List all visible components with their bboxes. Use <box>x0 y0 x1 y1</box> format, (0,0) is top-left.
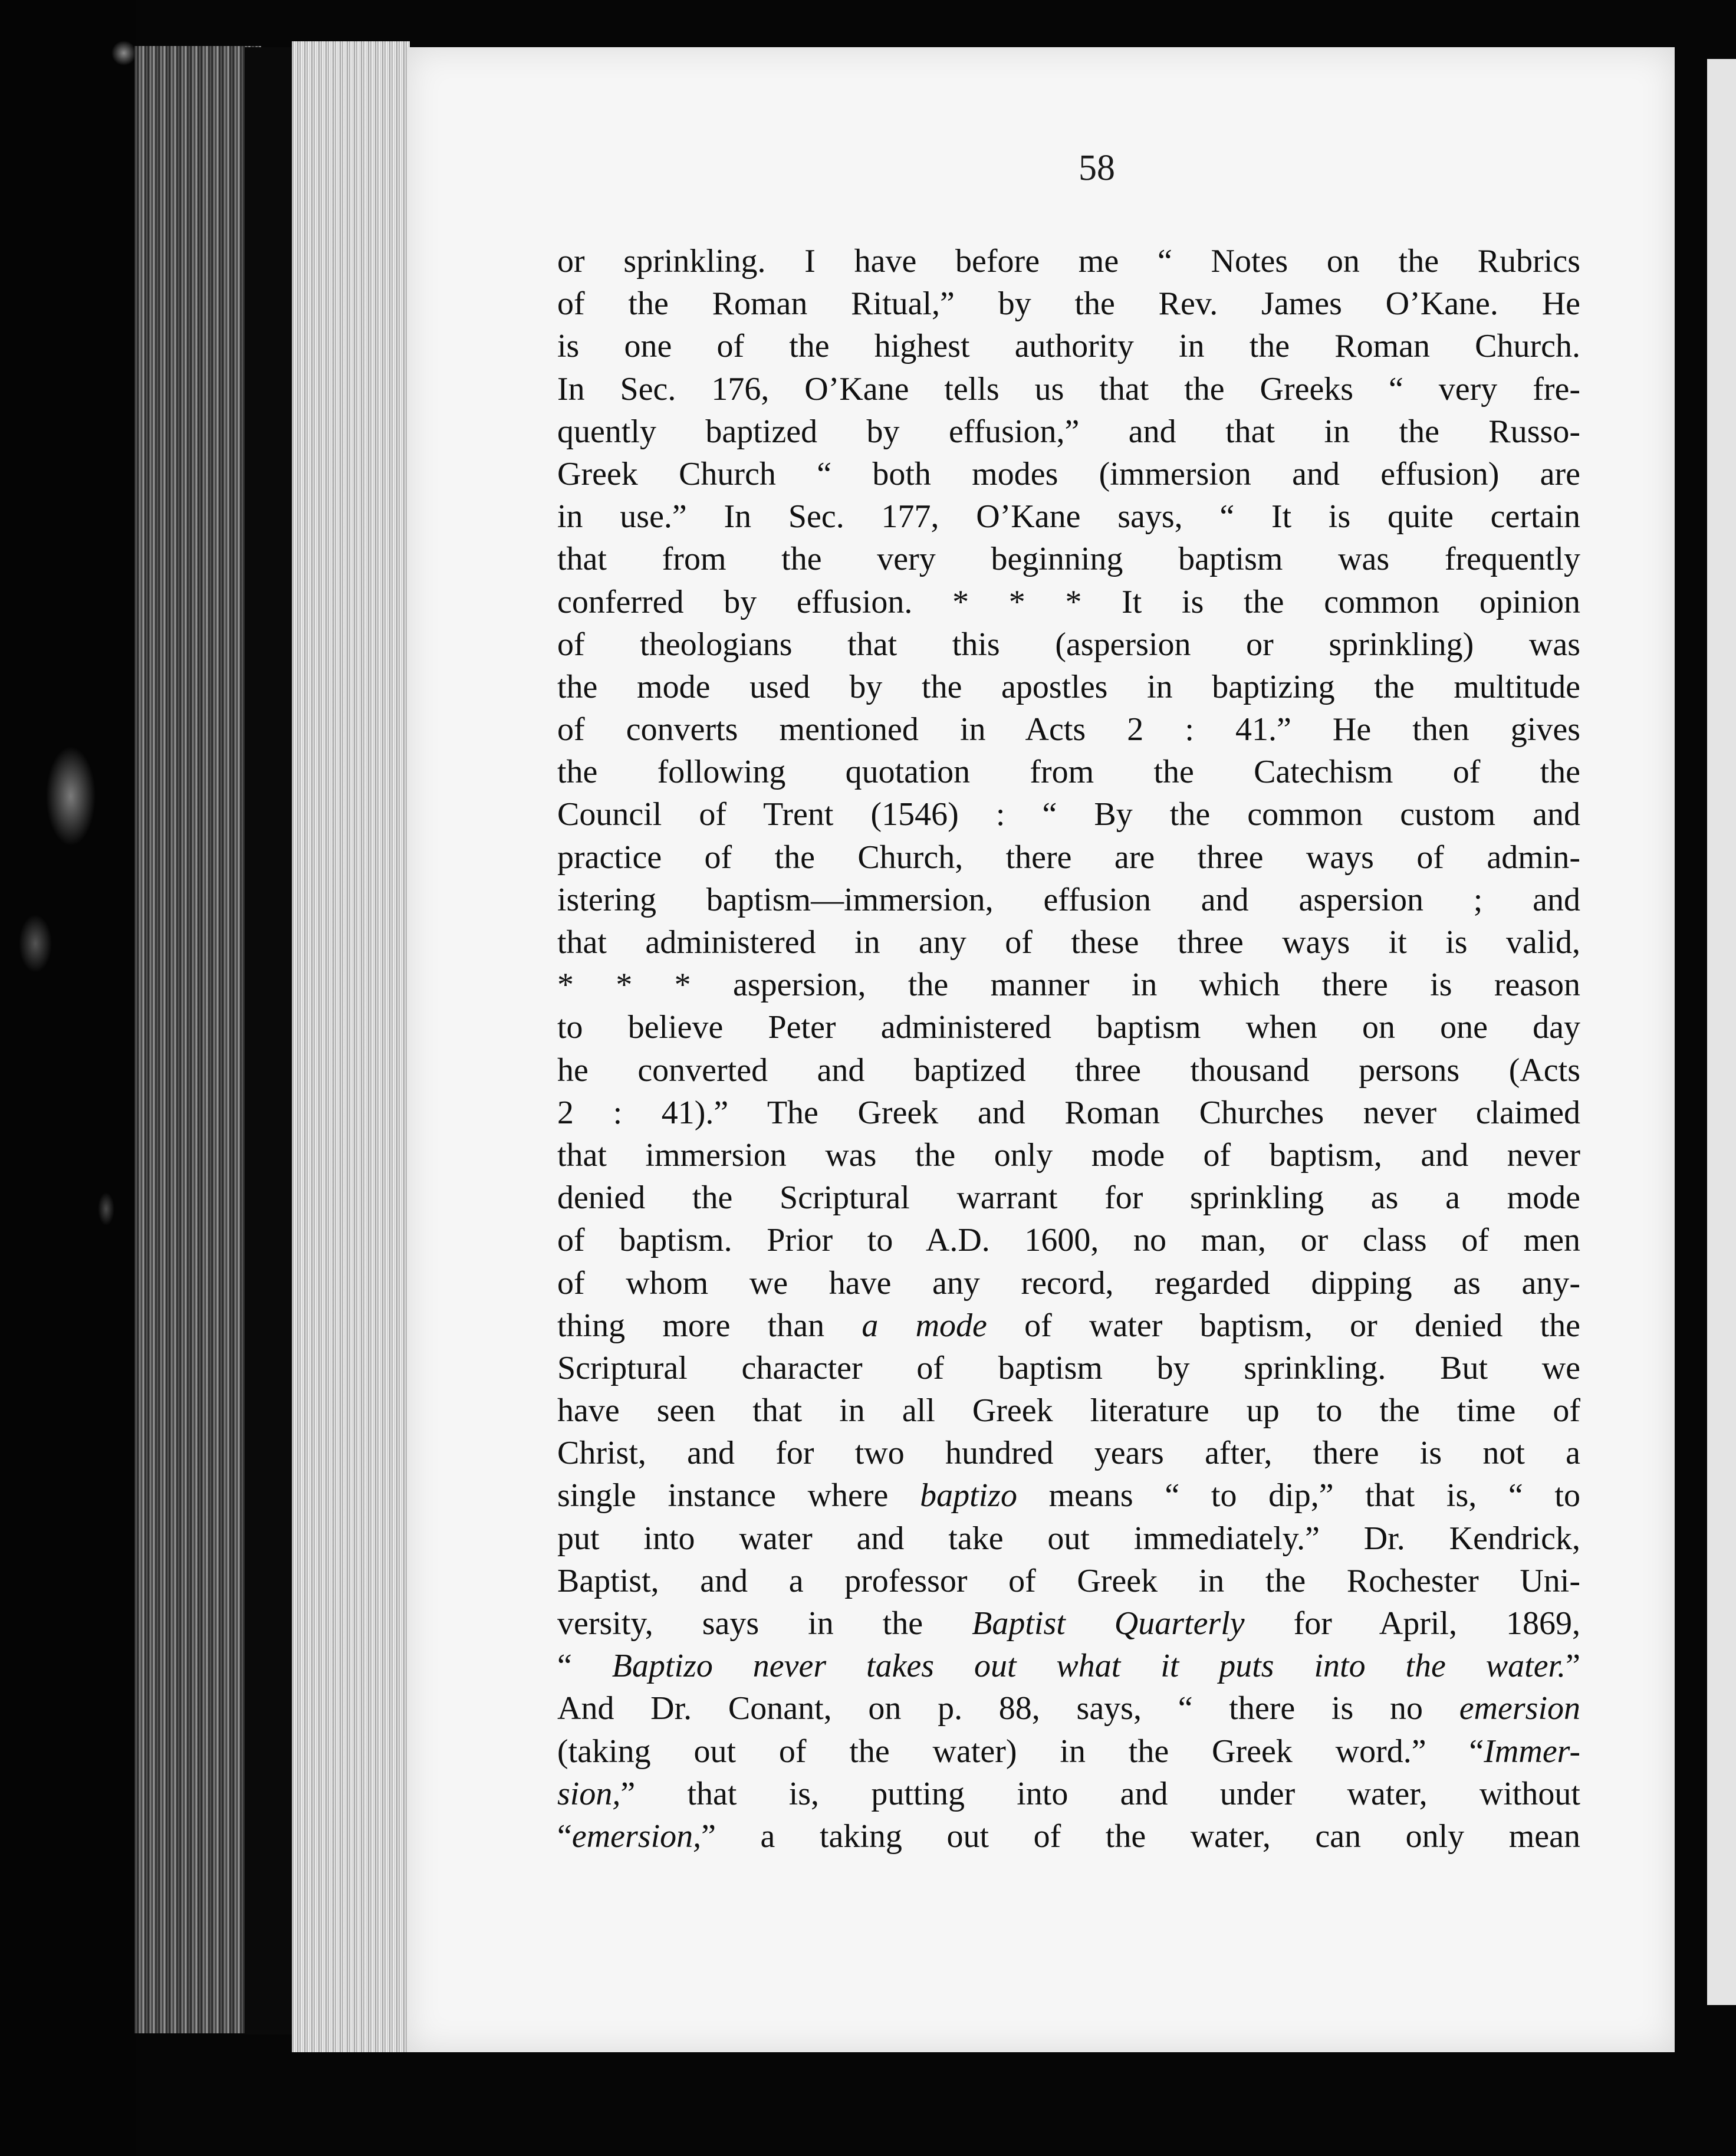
text-line: in use.” In Sec. 177, O’Kane says, “ It is quite certain <box>557 498 1580 535</box>
text-line: of the Roman Ritual,” by the Rev. James O’Kane. He <box>557 285 1580 323</box>
text-line: practice of the Church, there are three ways of admin- <box>557 839 1580 876</box>
text-line <box>557 1602 1580 1645</box>
text-line: to believe Peter administered baptism when on one day <box>557 1009 1580 1046</box>
text-line: of theologians that this (aspersion or sprinkling) was <box>557 626 1580 663</box>
italic-text: Baptist Quarterly <box>972 1605 1245 1642</box>
text-line: have seen that in all Greek literature up to the time of <box>557 1392 1580 1429</box>
book-spine-shadow <box>245 47 292 2035</box>
text-line: Scriptural character of baptism by sprinkling. But we <box>557 1349 1580 1386</box>
text-line: Greek Church “ both modes (immersion and effusion) are <box>557 455 1580 492</box>
text-line: * * * aspersion, the manner in which there is reason <box>557 967 1580 1004</box>
text-line <box>557 1474 1580 1517</box>
italic-text: emersion <box>1459 1690 1580 1727</box>
text-line: the following quotation from the Catechism of the <box>557 754 1580 791</box>
italic-text: sion, <box>557 1775 621 1812</box>
text-line: or sprinkling. I have before me “ Notes on the Rubrics <box>557 243 1580 280</box>
text-line: is one of the highest authority in the Roman Church. <box>557 328 1580 365</box>
text-line: that administered in any of these three ways it is valid, <box>557 924 1580 961</box>
text-run: versity, says in the <box>557 1605 972 1642</box>
text-line <box>557 1304 1580 1347</box>
text-run: ” that is, putting into and under water, without <box>620 1775 1580 1812</box>
page-sheet <box>407 47 1675 2052</box>
text-run: ” a taking out of the water, can only mean <box>701 1818 1580 1855</box>
facing-page-edge <box>1707 59 1736 2005</box>
text-line <box>557 1645 1580 1687</box>
text-run: And Dr. Conant, on p. 88, says, “ there is no <box>557 1690 1459 1727</box>
text-line: Christ, and for two hundred years after, there is not a <box>557 1435 1580 1472</box>
text-line: of baptism. Prior to A.D. 1600, no man, or class of men <box>557 1222 1580 1259</box>
scan-margin-debris <box>0 0 136 2156</box>
text-line: the mode used by the apostles in baptizing the multitude <box>557 668 1580 705</box>
text-line: In Sec. 176, O’Kane tells us that the Greeks “ very fre- <box>557 370 1580 407</box>
text-line: 2 : 41).” The Greek and Roman Churches never claimed <box>557 1094 1580 1131</box>
text-run: single instance where <box>557 1477 920 1514</box>
text-run: “ <box>557 1818 572 1855</box>
italic-text: baptizo <box>920 1477 1017 1514</box>
text-run: means “ to dip,” that is, “ to <box>1017 1477 1580 1514</box>
text-run: thing more than <box>557 1307 862 1344</box>
text-run: of water baptism, or denied the <box>987 1307 1581 1344</box>
text-line: istering baptism—immersion, effusion and aspersion ; and <box>557 881 1580 918</box>
text-line <box>557 1815 1580 1858</box>
text-line: quently baptized by effusion,” and that in the Russo- <box>557 413 1580 450</box>
text-run: “ <box>557 1648 612 1685</box>
text-line: Baptist, and a professor of Greek in the Rochester Uni- <box>557 1562 1580 1599</box>
text-line: Council of Trent (1546) : “ By the common custom and <box>557 796 1580 833</box>
text-line <box>557 1773 1580 1815</box>
book-page-edges <box>292 41 410 2052</box>
text-line <box>557 1730 1580 1773</box>
book-page-block <box>134 46 261 2033</box>
text-line: of converts mentioned in Acts 2 : 41.” He then gives <box>557 711 1580 748</box>
text-line: of whom we have any record, regarded dipping as any- <box>557 1264 1580 1302</box>
italic-text: a mode <box>862 1307 987 1344</box>
text-line <box>557 1687 1580 1730</box>
italic-text: Immer- <box>1484 1733 1580 1770</box>
text-run: ” <box>1566 1648 1580 1685</box>
body-text <box>557 240 1580 1858</box>
text-line: denied the Scriptural warrant for sprinkling as a mode <box>557 1179 1580 1217</box>
text-run: for April, 1869, <box>1244 1605 1580 1642</box>
italic-text: emersion, <box>571 1818 702 1855</box>
text-line: that from the very beginning baptism was frequently <box>557 541 1580 578</box>
italic-text: Baptizo never takes out what it puts into the water. <box>611 1648 1566 1685</box>
page-number: 58 <box>1079 148 1115 188</box>
text-line: he converted and baptized three thousand persons (Acts <box>557 1051 1580 1089</box>
text-line: that immersion was the only mode of baptism, and never <box>557 1136 1580 1174</box>
text-line: conferred by effusion. * * * It is the common opinion <box>557 583 1580 620</box>
text-line: put into water and take out immediately.” Dr. Kendrick, <box>557 1520 1580 1557</box>
text-run: (taking out of the water) in the Greek word.” “ <box>557 1733 1484 1770</box>
